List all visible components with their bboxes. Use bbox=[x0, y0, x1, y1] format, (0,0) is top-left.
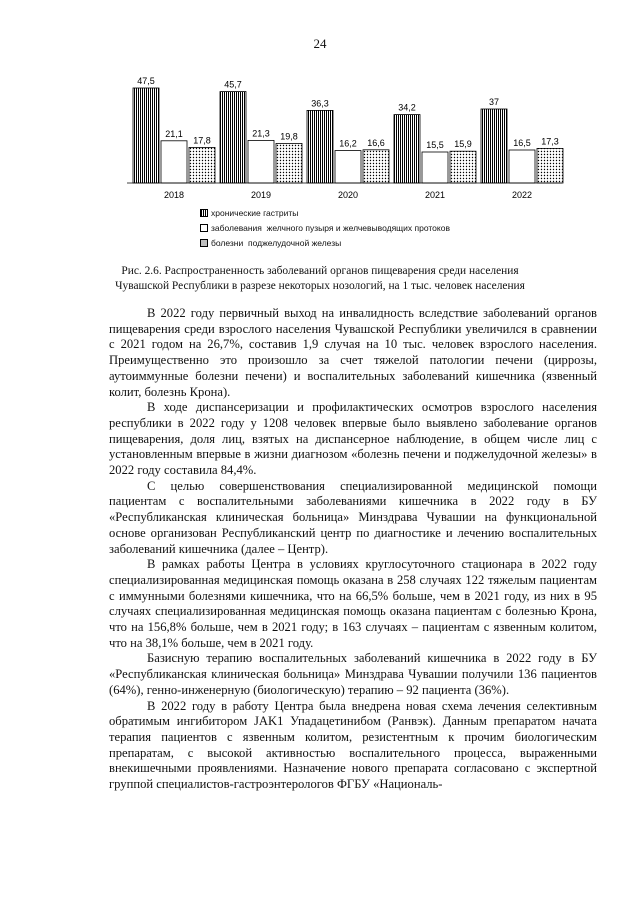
bar-chronic-gastritis bbox=[394, 115, 420, 183]
legend-item-pancreas bbox=[200, 235, 450, 250]
data-label: 47,5 bbox=[137, 76, 155, 86]
legend-item-gastritis bbox=[200, 205, 450, 220]
bar-pancreas-diseases bbox=[450, 151, 476, 183]
paragraph: В ходе диспансеризации и профилактических осмотров взрослого населения республики в 2022 году у 1208 человек впервые было выявлено заболевание органов пищеварения, доля лиц, взятых на диспансерное наблюдение, в общем числе лиц с установленным впервые в жизни диагнозом «болезнь печени и поджелудочной железы» в 2022 году составила 84,4%. bbox=[109, 400, 597, 478]
bar-gallbladder-diseases bbox=[161, 141, 187, 183]
x-tick-label: 2018 bbox=[163, 190, 185, 200]
data-label: 16,5 bbox=[513, 138, 531, 148]
bar-pancreas-diseases bbox=[189, 147, 215, 183]
legend-swatch bbox=[200, 224, 208, 232]
paragraph: В 2022 году первичный выход на инвалидность вследствие заболеваний органов пищеварения среди взрослого населения Чувашской Республики увеличился в сравнении с 2021 годом на 26,7%, составив 1,9 случая на 10 тыс. человек взрослого населения. Преимущественно это произошло за счет тяжелой патологии печени (циррозы, аутоиммунные болезни печени) и воспалительных заболеваний кишечника (язвенный колит, болезнь Крона). bbox=[109, 306, 597, 399]
bar-pancreas-diseases bbox=[363, 150, 389, 183]
data-label: 45,7 bbox=[224, 79, 242, 90]
legend-item-gallbladder bbox=[200, 220, 450, 235]
data-label: 15,9 bbox=[454, 139, 472, 150]
legend-swatch bbox=[200, 209, 208, 217]
x-tick-label: 2021 bbox=[424, 190, 446, 200]
data-label: 34,2 bbox=[398, 102, 416, 113]
x-tick-label: 2020 bbox=[337, 190, 359, 200]
bar-chronic-gastritis bbox=[220, 92, 246, 183]
data-label: 17,8 bbox=[193, 135, 211, 146]
figure-caption bbox=[60, 264, 580, 294]
paragraph: В рамках работы Центра в условиях круглосуточного стационара в 2022 году специализированная медицинская помощь оказана в 258 случаях 122 тяжелым пациентам с иммунными болезнями кишечника, что на 66,5% больше, чем в 2021 году, из них в 95 случаях специализированная медицинская помощь оказана пациентам с болезнью Крона, что на 156,8% больше, чем в 2021 году; в 163 случаях – пациентам с язвенным колитом, что на 38,1% больше, чем в 2021 году. bbox=[109, 557, 597, 650]
legend-label: болезни поджелудочной железы bbox=[211, 237, 342, 248]
data-label: 19,8 bbox=[280, 131, 298, 142]
bar-gallbladder-diseases bbox=[422, 152, 448, 183]
data-label: 21,3 bbox=[252, 128, 270, 139]
bar-gallbladder-diseases bbox=[248, 140, 274, 183]
bar-gallbladder-diseases bbox=[335, 151, 361, 183]
data-label: 17,3 bbox=[541, 136, 559, 147]
bar-chronic-gastritis bbox=[307, 110, 333, 183]
data-label: 21,1 bbox=[165, 128, 183, 139]
bar-pancreas-diseases bbox=[537, 148, 563, 183]
bar-pancreas-diseases bbox=[276, 143, 302, 183]
bar-chronic-gastritis bbox=[481, 109, 507, 183]
chart-legend bbox=[200, 205, 450, 250]
x-tick-label: 2019 bbox=[250, 190, 272, 200]
paragraph: Базисную терапию воспалительных заболеваний кишечника в 2022 году в БУ «Республиканская клиническая больница» Минздрава Чувашии получили 136 пациентов (64%), генно-инженерную (биологическую) терапию – 92 пациента (36%). bbox=[109, 651, 597, 697]
x-tick-label: 2022 bbox=[511, 190, 533, 200]
data-label: 37 bbox=[488, 97, 500, 107]
paragraph: В 2022 году в работу Центра была внедрена новая схема лечения селективным обратимым ингибитором JAK1 Упадацетинибом (Ранвэк). Данным препаратом начата терапия пациентов с язвенным колитом, резистентным к прочим биологическим препаратам, с высокой активностью воспалительного процесса, выраженными внекишечными проявлениями. Назначение нового препарата согласовано с экспертной группой специалистов-гастроэнтерологов ФГБУ «Националь- bbox=[109, 698, 597, 792]
legend-label: заболевания желчного пузыря и желчевыводящих протоков bbox=[211, 222, 450, 233]
prevalence-bar-chart bbox=[0, 0, 640, 200]
data-label: 15,5 bbox=[426, 140, 444, 150]
bar-chronic-gastritis bbox=[133, 88, 159, 183]
data-label: 36,3 bbox=[311, 98, 329, 109]
body-text bbox=[109, 306, 597, 793]
paragraph: С целью совершенствования специализированной медицинской помощи пациентам с воспалительными заболеваниями кишечника в 2022 году в БУ «Республиканская клиническая больница» Минздрава Чувашии на функциональной основе организован Республиканский центр по диагностике и лечению воспалительных заболеваний кишечника (далее – Центр). bbox=[109, 478, 597, 556]
caption-line: Рис. 2.6. Распространенность заболеваний органов пищеварения среди населения bbox=[121, 265, 519, 277]
legend-swatch bbox=[200, 239, 208, 247]
data-label: 16,6 bbox=[367, 137, 385, 148]
legend-label: хронические гастриты bbox=[211, 207, 299, 218]
caption-line: Чувашской Республики в разрезе некоторых нозологий, на 1 тыс. человек населения bbox=[115, 280, 525, 292]
data-label: 16,2 bbox=[339, 138, 357, 149]
page-number: 24 bbox=[313, 36, 327, 51]
bar-gallbladder-diseases bbox=[509, 150, 535, 183]
